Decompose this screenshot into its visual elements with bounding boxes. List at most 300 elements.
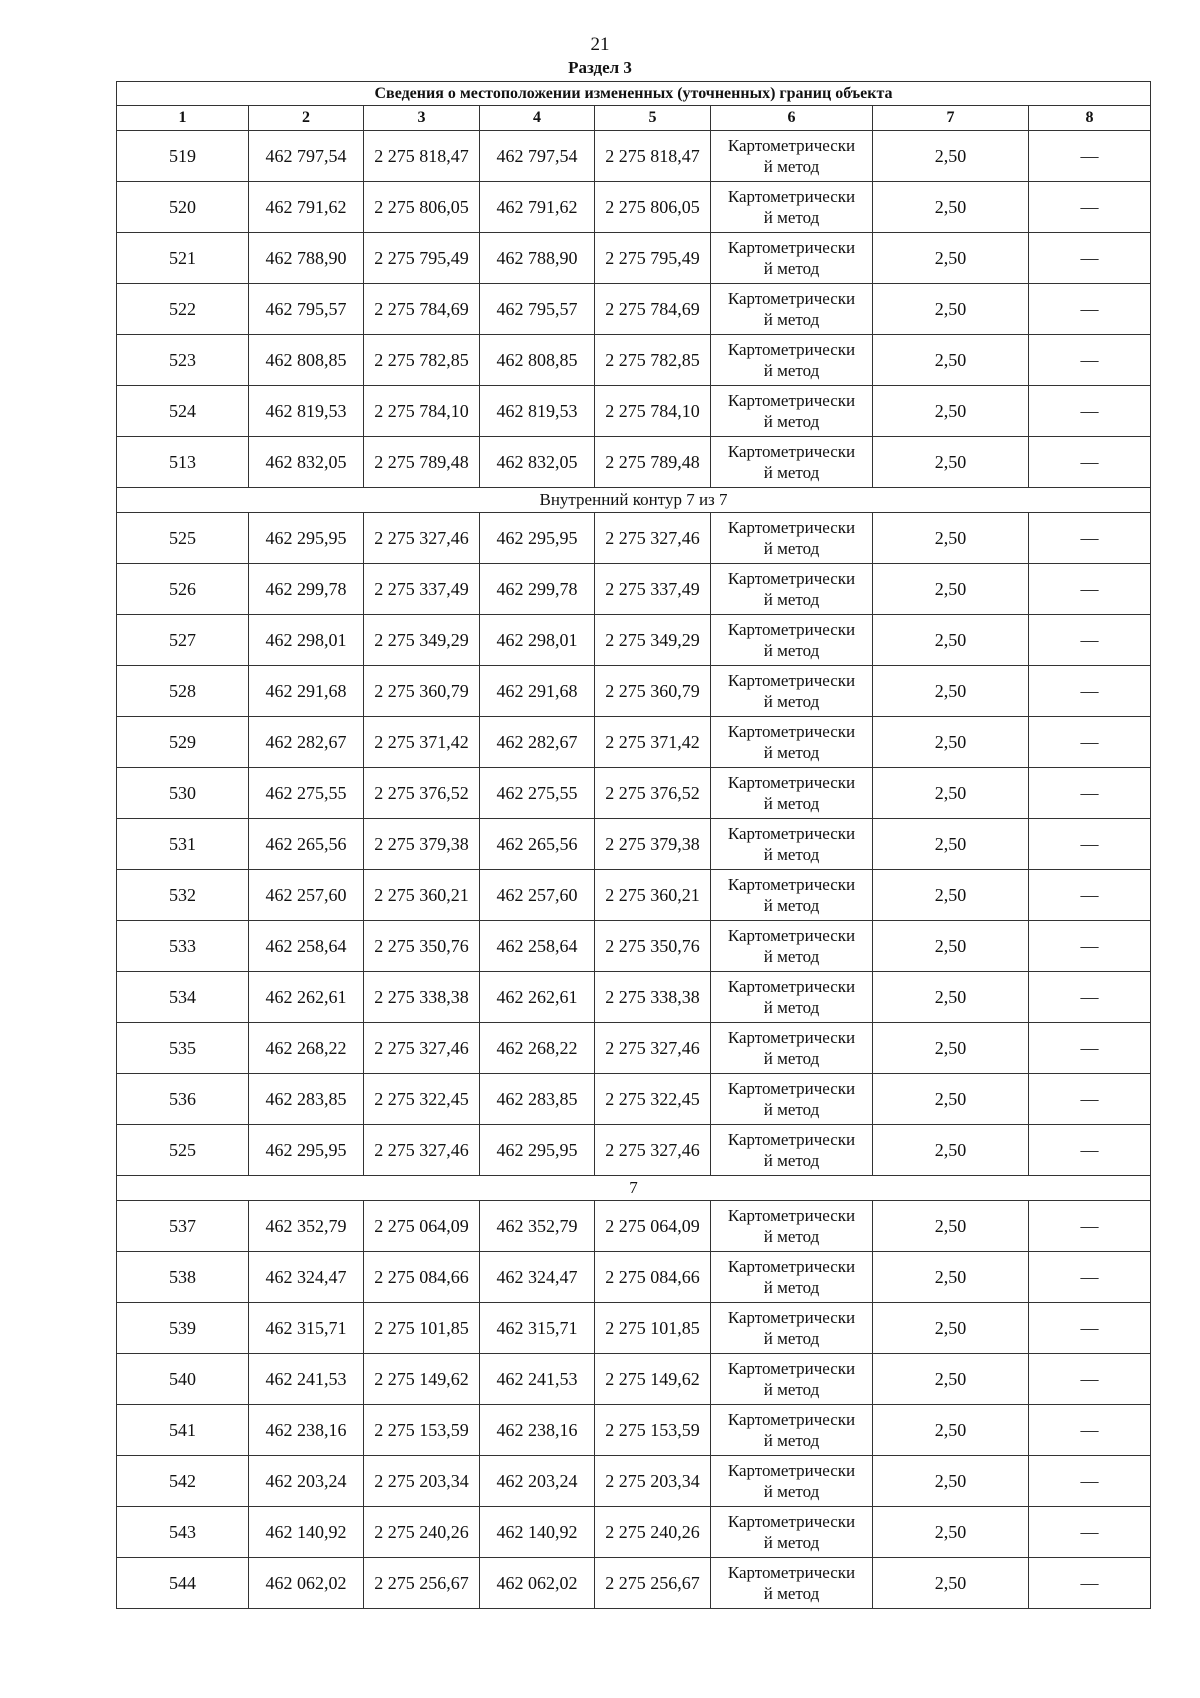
y-new-cell: 2 275 322,45 <box>595 1074 711 1125</box>
description-cell: — <box>1029 615 1151 666</box>
method-line: й метод <box>763 743 820 762</box>
y-new-cell: 2 275 064,09 <box>595 1201 711 1252</box>
table-row <box>117 768 1151 819</box>
x-existing-cell: 462 275,55 <box>249 768 364 819</box>
y-existing-cell: 2 275 360,79 <box>364 666 480 717</box>
table-body <box>117 131 1151 1609</box>
accuracy-cell: 2,50 <box>873 1456 1029 1507</box>
table-row <box>117 921 1151 972</box>
method-line: Картометрически <box>727 671 856 690</box>
y-new-cell: 2 275 153,59 <box>595 1405 711 1456</box>
x-new-cell: 462 203,24 <box>480 1456 595 1507</box>
method-line: Картометрически <box>727 187 856 206</box>
x-new-cell: 462 140,92 <box>480 1507 595 1558</box>
table-row <box>117 1558 1151 1609</box>
y-new-cell: 2 275 327,46 <box>595 1023 711 1074</box>
point-number-cell: 540 <box>117 1354 249 1405</box>
description-cell: — <box>1029 386 1151 437</box>
accuracy-cell: 2,50 <box>873 1354 1029 1405</box>
y-existing-cell: 2 275 322,45 <box>364 1074 480 1125</box>
method-cell <box>711 870 873 921</box>
x-existing-cell: 462 298,01 <box>249 615 364 666</box>
method-cell <box>711 1125 873 1176</box>
method-cell <box>711 1303 873 1354</box>
y-existing-cell: 2 275 256,67 <box>364 1558 480 1609</box>
point-number-cell: 523 <box>117 335 249 386</box>
method-line: Картометрически <box>727 773 856 792</box>
method-line: Картометрически <box>727 1130 856 1149</box>
y-existing-cell: 2 275 789,48 <box>364 437 480 488</box>
x-existing-cell: 462 140,92 <box>249 1507 364 1558</box>
accuracy-cell: 2,50 <box>873 1074 1029 1125</box>
accuracy-cell: 2,50 <box>873 1303 1029 1354</box>
y-new-cell: 2 275 350,76 <box>595 921 711 972</box>
table-row <box>117 335 1151 386</box>
description-cell: — <box>1029 921 1151 972</box>
y-new-cell: 2 275 327,46 <box>595 1125 711 1176</box>
accuracy-cell: 2,50 <box>873 666 1029 717</box>
method-line: й метод <box>763 361 820 380</box>
method-line: Картометрически <box>727 518 856 537</box>
accuracy-cell: 2,50 <box>873 564 1029 615</box>
y-new-cell: 2 275 360,79 <box>595 666 711 717</box>
table-row <box>117 284 1151 335</box>
table-row <box>117 1125 1151 1176</box>
table-row <box>117 131 1151 182</box>
x-existing-cell: 462 324,47 <box>249 1252 364 1303</box>
y-existing-cell: 2 275 327,46 <box>364 1125 480 1176</box>
method-cell <box>711 615 873 666</box>
point-number-cell: 520 <box>117 182 249 233</box>
accuracy-cell: 2,50 <box>873 233 1029 284</box>
x-existing-cell: 462 295,95 <box>249 513 364 564</box>
method-line: Картометрически <box>727 824 856 843</box>
description-cell: — <box>1029 1201 1151 1252</box>
x-new-cell: 462 062,02 <box>480 1558 595 1609</box>
x-new-cell: 462 262,61 <box>480 972 595 1023</box>
x-new-cell: 462 268,22 <box>480 1023 595 1074</box>
y-new-cell: 2 275 360,21 <box>595 870 711 921</box>
x-new-cell: 462 324,47 <box>480 1252 595 1303</box>
x-new-cell: 462 315,71 <box>480 1303 595 1354</box>
point-number-cell: 543 <box>117 1507 249 1558</box>
table-row <box>117 666 1151 717</box>
x-existing-cell: 462 238,16 <box>249 1405 364 1456</box>
table-row <box>117 437 1151 488</box>
x-new-cell: 462 283,85 <box>480 1074 595 1125</box>
section-title: Раздел 3 <box>568 58 632 77</box>
method-cell <box>711 386 873 437</box>
y-new-cell: 2 275 379,38 <box>595 819 711 870</box>
x-new-cell: 462 795,57 <box>480 284 595 335</box>
point-number-cell: 530 <box>117 768 249 819</box>
point-number-cell: 524 <box>117 386 249 437</box>
method-cell <box>711 182 873 233</box>
method-cell <box>711 1558 873 1609</box>
method-line: й метод <box>763 157 820 176</box>
x-new-cell: 462 275,55 <box>480 768 595 819</box>
method-line: Картометрически <box>727 875 856 894</box>
method-cell <box>711 513 873 564</box>
y-existing-cell: 2 275 360,21 <box>364 870 480 921</box>
x-new-cell: 462 291,68 <box>480 666 595 717</box>
table-row <box>117 1252 1151 1303</box>
method-line: Картометрически <box>727 926 856 945</box>
point-number-cell: 537 <box>117 1201 249 1252</box>
method-line: Картометрически <box>727 1410 856 1429</box>
description-cell: — <box>1029 1456 1151 1507</box>
x-existing-cell: 462 797,54 <box>249 131 364 182</box>
x-existing-cell: 462 258,64 <box>249 921 364 972</box>
description-cell: — <box>1029 1074 1151 1125</box>
method-line: Картометрически <box>727 1257 856 1276</box>
method-cell <box>711 1405 873 1456</box>
x-existing-cell: 462 268,22 <box>249 1023 364 1074</box>
x-existing-cell: 462 315,71 <box>249 1303 364 1354</box>
method-cell <box>711 564 873 615</box>
description-cell: — <box>1029 233 1151 284</box>
y-existing-cell: 2 275 784,10 <box>364 386 480 437</box>
method-line: й метод <box>763 896 820 915</box>
x-existing-cell: 462 283,85 <box>249 1074 364 1125</box>
method-line: й метод <box>763 463 820 482</box>
accuracy-cell: 2,50 <box>873 972 1029 1023</box>
y-existing-cell: 2 275 338,38 <box>364 972 480 1023</box>
y-new-cell: 2 275 203,34 <box>595 1456 711 1507</box>
accuracy-cell: 2,50 <box>873 819 1029 870</box>
x-existing-cell: 462 062,02 <box>249 1558 364 1609</box>
accuracy-cell: 2,50 <box>873 1125 1029 1176</box>
accuracy-cell: 2,50 <box>873 386 1029 437</box>
method-line: Картометрически <box>727 1512 856 1531</box>
description-cell: — <box>1029 1125 1151 1176</box>
y-existing-cell: 2 275 806,05 <box>364 182 480 233</box>
boundary-coordinates-table <box>116 81 1151 1609</box>
y-existing-cell: 2 275 240,26 <box>364 1507 480 1558</box>
point-number-cell: 544 <box>117 1558 249 1609</box>
point-number-cell: 534 <box>117 972 249 1023</box>
table-row <box>117 233 1151 284</box>
y-existing-cell: 2 275 337,49 <box>364 564 480 615</box>
y-existing-cell: 2 275 101,85 <box>364 1303 480 1354</box>
description-cell: — <box>1029 284 1151 335</box>
point-number-cell: 525 <box>117 513 249 564</box>
description-cell: — <box>1029 1303 1151 1354</box>
method-cell <box>711 768 873 819</box>
method-line: й метод <box>763 998 820 1017</box>
method-line: Картометрически <box>727 442 856 461</box>
method-line: Картометрически <box>727 391 856 410</box>
y-new-cell: 2 275 376,52 <box>595 768 711 819</box>
x-new-cell: 462 819,53 <box>480 386 595 437</box>
method-cell <box>711 1074 873 1125</box>
method-line: й метод <box>763 412 820 431</box>
method-cell <box>711 1252 873 1303</box>
table-row <box>117 1456 1151 1507</box>
point-number-cell: 513 <box>117 437 249 488</box>
method-line: Картометрически <box>727 977 856 996</box>
x-existing-cell: 462 291,68 <box>249 666 364 717</box>
y-existing-cell: 2 275 084,66 <box>364 1252 480 1303</box>
method-cell <box>711 666 873 717</box>
column-number-8: 8 <box>1029 106 1151 131</box>
accuracy-cell: 2,50 <box>873 513 1029 564</box>
method-line: Картометрически <box>727 340 856 359</box>
point-number-cell: 531 <box>117 819 249 870</box>
method-line: Картометрически <box>727 1028 856 1047</box>
x-new-cell: 462 265,56 <box>480 819 595 870</box>
point-number-cell: 538 <box>117 1252 249 1303</box>
table-row <box>117 615 1151 666</box>
column-number-5: 5 <box>595 106 711 131</box>
table-row <box>117 1405 1151 1456</box>
y-new-cell: 2 275 327,46 <box>595 513 711 564</box>
x-existing-cell: 462 265,56 <box>249 819 364 870</box>
x-existing-cell: 462 299,78 <box>249 564 364 615</box>
accuracy-cell: 2,50 <box>873 921 1029 972</box>
method-cell <box>711 335 873 386</box>
x-existing-cell: 462 795,57 <box>249 284 364 335</box>
table-row <box>117 819 1151 870</box>
method-line: й метод <box>763 208 820 227</box>
method-cell <box>711 437 873 488</box>
y-existing-cell: 2 275 795,49 <box>364 233 480 284</box>
description-cell: — <box>1029 1023 1151 1074</box>
y-existing-cell: 2 275 784,69 <box>364 284 480 335</box>
method-line: й метод <box>763 1049 820 1068</box>
x-existing-cell: 462 257,60 <box>249 870 364 921</box>
column-number-6: 6 <box>711 106 873 131</box>
y-new-cell: 2 275 149,62 <box>595 1354 711 1405</box>
accuracy-cell: 2,50 <box>873 870 1029 921</box>
y-new-cell: 2 275 349,29 <box>595 615 711 666</box>
point-number-cell: 526 <box>117 564 249 615</box>
column-number-4: 4 <box>480 106 595 131</box>
accuracy-cell: 2,50 <box>873 615 1029 666</box>
column-number-3: 3 <box>364 106 480 131</box>
method-line: й метод <box>763 1482 820 1501</box>
method-line: й метод <box>763 794 820 813</box>
method-line: й метод <box>763 1100 820 1119</box>
x-existing-cell: 462 832,05 <box>249 437 364 488</box>
description-cell: — <box>1029 131 1151 182</box>
y-new-cell: 2 275 337,49 <box>595 564 711 615</box>
method-line: Картометрически <box>727 289 856 308</box>
description-cell: — <box>1029 819 1151 870</box>
x-new-cell: 462 299,78 <box>480 564 595 615</box>
y-existing-cell: 2 275 153,59 <box>364 1405 480 1456</box>
description-cell: — <box>1029 972 1151 1023</box>
x-new-cell: 462 788,90 <box>480 233 595 284</box>
point-number-cell: 532 <box>117 870 249 921</box>
method-line: й метод <box>763 692 820 711</box>
method-line: Картометрически <box>727 1563 856 1582</box>
description-cell: — <box>1029 1354 1151 1405</box>
accuracy-cell: 2,50 <box>873 182 1029 233</box>
column-number-1: 1 <box>117 106 249 131</box>
x-new-cell: 462 295,95 <box>480 1125 595 1176</box>
accuracy-cell: 2,50 <box>873 768 1029 819</box>
method-line: й метод <box>763 590 820 609</box>
y-new-cell: 2 275 240,26 <box>595 1507 711 1558</box>
x-existing-cell: 462 791,62 <box>249 182 364 233</box>
column-number-2: 2 <box>249 106 364 131</box>
description-cell: — <box>1029 564 1151 615</box>
contour-label: 7 <box>117 1176 1151 1201</box>
y-existing-cell: 2 275 203,34 <box>364 1456 480 1507</box>
description-cell: — <box>1029 717 1151 768</box>
method-line: Картометрически <box>727 1206 856 1225</box>
method-line: Картометрически <box>727 136 856 155</box>
contour-label-row <box>117 488 1151 513</box>
method-line: й метод <box>763 1227 820 1246</box>
y-new-cell: 2 275 784,10 <box>595 386 711 437</box>
x-new-cell: 462 295,95 <box>480 513 595 564</box>
y-new-cell: 2 275 795,49 <box>595 233 711 284</box>
table-row <box>117 972 1151 1023</box>
description-cell: — <box>1029 768 1151 819</box>
x-new-cell: 462 832,05 <box>480 437 595 488</box>
y-new-cell: 2 275 806,05 <box>595 182 711 233</box>
y-existing-cell: 2 275 064,09 <box>364 1201 480 1252</box>
method-cell <box>711 921 873 972</box>
point-number-cell: 535 <box>117 1023 249 1074</box>
table-caption: Сведения о местоположении измененных (уточненных) границ объекта <box>117 82 1151 106</box>
x-new-cell: 462 797,54 <box>480 131 595 182</box>
description-cell: — <box>1029 870 1151 921</box>
description-cell: — <box>1029 666 1151 717</box>
y-existing-cell: 2 275 327,46 <box>364 513 480 564</box>
y-new-cell: 2 275 084,66 <box>595 1252 711 1303</box>
table-row <box>117 717 1151 768</box>
y-new-cell: 2 275 782,85 <box>595 335 711 386</box>
x-new-cell: 462 352,79 <box>480 1201 595 1252</box>
point-number-cell: 542 <box>117 1456 249 1507</box>
table-row <box>117 386 1151 437</box>
x-existing-cell: 462 203,24 <box>249 1456 364 1507</box>
x-existing-cell: 462 819,53 <box>249 386 364 437</box>
accuracy-cell: 2,50 <box>873 335 1029 386</box>
point-number-cell: 536 <box>117 1074 249 1125</box>
description-cell: — <box>1029 1252 1151 1303</box>
point-number-cell: 519 <box>117 131 249 182</box>
table-row <box>117 1507 1151 1558</box>
table-row <box>117 1303 1151 1354</box>
x-new-cell: 462 258,64 <box>480 921 595 972</box>
y-existing-cell: 2 275 349,29 <box>364 615 480 666</box>
y-existing-cell: 2 275 376,52 <box>364 768 480 819</box>
x-new-cell: 462 238,16 <box>480 1405 595 1456</box>
column-number-7: 7 <box>873 106 1029 131</box>
x-existing-cell: 462 808,85 <box>249 335 364 386</box>
description-cell: — <box>1029 1405 1151 1456</box>
method-line: Картометрически <box>727 1461 856 1480</box>
method-line: й метод <box>763 845 820 864</box>
table-row <box>117 1354 1151 1405</box>
y-existing-cell: 2 275 379,38 <box>364 819 480 870</box>
accuracy-cell: 2,50 <box>873 1405 1029 1456</box>
x-existing-cell: 462 295,95 <box>249 1125 364 1176</box>
accuracy-cell: 2,50 <box>873 437 1029 488</box>
method-line: й метод <box>763 1533 820 1552</box>
method-cell <box>711 1456 873 1507</box>
y-new-cell: 2 275 256,67 <box>595 1558 711 1609</box>
y-new-cell: 2 275 338,38 <box>595 972 711 1023</box>
method-cell <box>711 819 873 870</box>
method-cell <box>711 1354 873 1405</box>
method-line: Картометрически <box>727 1359 856 1378</box>
y-new-cell: 2 275 789,48 <box>595 437 711 488</box>
method-cell <box>711 233 873 284</box>
table-row <box>117 182 1151 233</box>
method-line: Картометрически <box>727 620 856 639</box>
point-number-cell: 541 <box>117 1405 249 1456</box>
accuracy-cell: 2,50 <box>873 1023 1029 1074</box>
page-number: 21 <box>590 34 610 55</box>
method-line: й метод <box>763 1329 820 1348</box>
x-existing-cell: 462 352,79 <box>249 1201 364 1252</box>
x-new-cell: 462 808,85 <box>480 335 595 386</box>
x-new-cell: 462 791,62 <box>480 182 595 233</box>
x-new-cell: 462 241,53 <box>480 1354 595 1405</box>
y-new-cell: 2 275 784,69 <box>595 284 711 335</box>
method-line: й метод <box>763 310 820 329</box>
point-number-cell: 527 <box>117 615 249 666</box>
method-line: й метод <box>763 259 820 278</box>
method-cell <box>711 1023 873 1074</box>
method-line: Картометрически <box>727 1079 856 1098</box>
description-cell: — <box>1029 1558 1151 1609</box>
accuracy-cell: 2,50 <box>873 284 1029 335</box>
method-line: й метод <box>763 1584 820 1603</box>
point-number-cell: 522 <box>117 284 249 335</box>
x-new-cell: 462 257,60 <box>480 870 595 921</box>
method-line: Картометрически <box>727 722 856 741</box>
accuracy-cell: 2,50 <box>873 131 1029 182</box>
x-existing-cell: 462 262,61 <box>249 972 364 1023</box>
y-existing-cell: 2 275 818,47 <box>364 131 480 182</box>
point-number-cell: 539 <box>117 1303 249 1354</box>
method-cell <box>711 131 873 182</box>
method-cell <box>711 972 873 1023</box>
point-number-cell: 533 <box>117 921 249 972</box>
point-number-cell: 528 <box>117 666 249 717</box>
table-row <box>117 564 1151 615</box>
table-row <box>117 513 1151 564</box>
y-existing-cell: 2 275 350,76 <box>364 921 480 972</box>
y-new-cell: 2 275 371,42 <box>595 717 711 768</box>
x-new-cell: 462 282,67 <box>480 717 595 768</box>
description-cell: — <box>1029 437 1151 488</box>
y-existing-cell: 2 275 782,85 <box>364 335 480 386</box>
y-existing-cell: 2 275 371,42 <box>364 717 480 768</box>
contour-label-row <box>117 1176 1151 1201</box>
method-line: Картометрически <box>727 238 856 257</box>
x-existing-cell: 462 241,53 <box>249 1354 364 1405</box>
point-number-cell: 521 <box>117 233 249 284</box>
method-line: й метод <box>763 947 820 966</box>
point-number-cell: 525 <box>117 1125 249 1176</box>
method-cell <box>711 1507 873 1558</box>
description-cell: — <box>1029 1507 1151 1558</box>
column-number-row <box>117 106 1151 131</box>
table-row <box>117 1201 1151 1252</box>
method-line: й метод <box>763 641 820 660</box>
method-line: Картометрически <box>727 569 856 588</box>
point-number-cell: 529 <box>117 717 249 768</box>
table-row <box>117 1023 1151 1074</box>
table-row <box>117 1074 1151 1125</box>
